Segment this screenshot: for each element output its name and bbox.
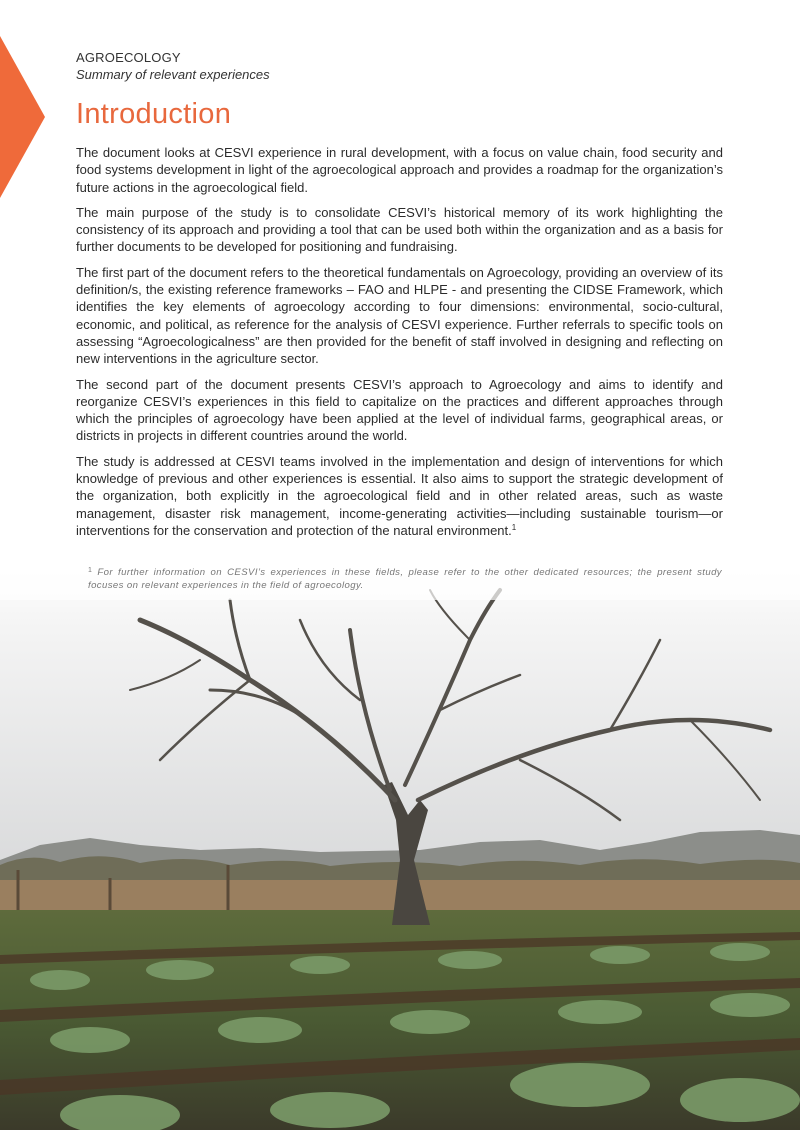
document-subtitle: Summary of relevant experiences (76, 67, 270, 82)
body-text (76, 144, 723, 547)
paragraph-3: The first part of the document refers to the theoretical fundamentals on Agroecology, providing an overview of its definition/s, the existing reference frameworks – FAO and HLPE - and presenting the CIDSE Framework, which identifies the key elements of agroecology according to four dimensions: environmental, socio-cultural, economic, and political, as reference for the analysis of CESVI experience. Further referrals to specific tools on assessing “Agroecologicalness” are then provided for the benefit of staff involved in designing and reflecting on new interventions in the agriculture sector. (76, 264, 723, 367)
footnote-marker: 1 (88, 567, 93, 574)
section-heading: Introduction (76, 98, 232, 130)
document-title: AGROECOLOGY (76, 50, 181, 65)
running-header (76, 50, 736, 83)
paragraph-4: The second part of the document presents CESVI’s approach to Agroecology and aims to identify and reorganize CESVI’s experiences in this field to capitalize on the practices and different approaches through which the principles of agroecology have been applied at the level of individual farms, geographical areas, or districts in projects in different countries around the world. (76, 376, 723, 444)
paragraph-5-text: The study is addressed at CESVI teams involved in the implementation and design of interventions for which knowledge of previous and other experiences is essential. It also aims to support the strategic development of the organization, both explicitly in the agroecological field and in other related areas, such as waste management, disaster risk management, income-generating activities—including sustainable tourism—or interventions for the conservation and protection of the natural environment. (76, 453, 723, 538)
paragraph-2: The main purpose of the study is to consolidate CESVI’s historical memory of its work highlighting the consistency of its approach and providing a tool that can be used both within the organization and as a basis for further documents to be developed for positioning and fundraising. (76, 204, 723, 255)
paragraph-1: The document looks at CESVI experience in rural development, with a focus on value chain, food security and food systems development in light of the agroecological approach and provides a roadmap for the organization’s future actions in the agroecological field. (76, 145, 723, 195)
footnote-reference: 1 (511, 522, 517, 532)
footnote-text: For further information on CESVI’s experiences in these fields, please refer to the other dedicated resources; the present study focuses on relevant experiences in the field of agroecology. (88, 567, 722, 591)
paragraph-5 (76, 453, 723, 539)
section-tab-marker (0, 36, 45, 198)
footnote (88, 564, 722, 592)
landscape-photo (0, 560, 800, 1130)
